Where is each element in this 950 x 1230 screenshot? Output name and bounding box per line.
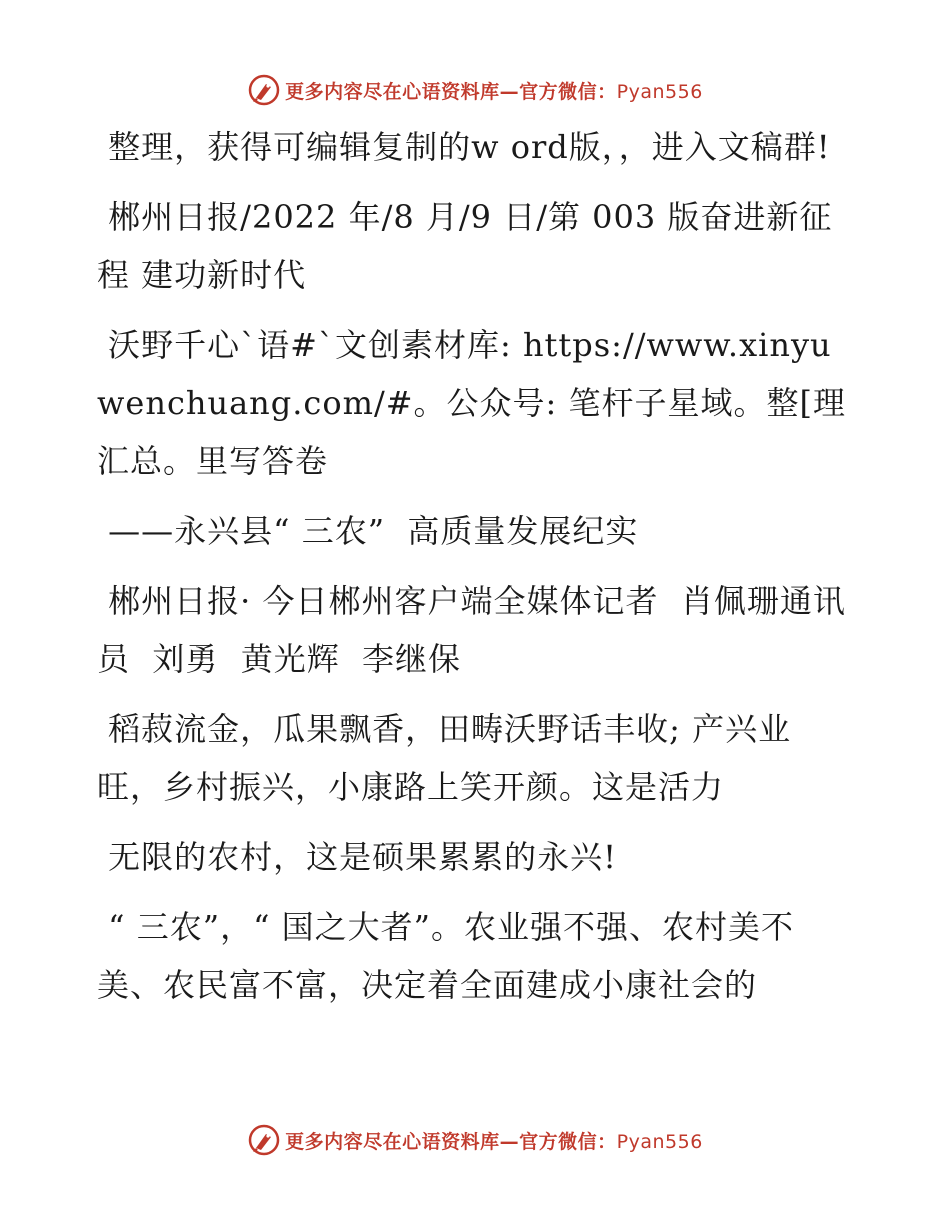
paragraph-body-1: 稻菽流金，瓜果飘香，田畴沃野话丰收; 产兴业旺，乡村振兴，小康路上笑开颜。这是活力	[97, 710, 792, 806]
paragraph-intro: 整理，获得可编辑复制的w ord版，，进入文稿群!	[97, 128, 831, 166]
pen-nib-logo-icon	[247, 73, 281, 107]
watermark-banner-top	[0, 70, 950, 110]
paragraph-body-3: “ 三农”，“ 国之大者”。农业强不强、农村美不美、农民富不富，决定着全面建成小康社会的	[97, 908, 794, 1004]
paragraph-source: 郴州日报/2022 年/8 月/9 日/第 003 版奋进新征程 建功新时代	[97, 198, 833, 294]
pen-nib-logo-icon	[247, 1123, 281, 1157]
watermark-text: 更多内容尽在心语资料库—官方微信：Pyan556	[285, 80, 703, 103]
document-body	[97, 118, 857, 1014]
paragraph-byline: 郴州日报· 今日郴州客户端全媒体记者 肖佩珊通讯员 刘勇 黄光辉 李继保	[97, 582, 846, 678]
watermark-banner-bottom	[0, 1120, 950, 1160]
paragraph-library-notice: 沃野千心`语#`文创素材库: https://www.xinyuwenchuang.com/#。公众号: 笔杆子星域。整[理汇总。里写答卷	[97, 326, 846, 480]
paragraph-subtitle: ——永兴县“ 三农” 高质量发展纪实	[97, 512, 639, 550]
paragraph-body-2: 无限的农村，这是硕果累累的永兴!	[97, 838, 618, 876]
watermark-text: 更多内容尽在心语资料库—官方微信：Pyan556	[285, 1130, 703, 1153]
